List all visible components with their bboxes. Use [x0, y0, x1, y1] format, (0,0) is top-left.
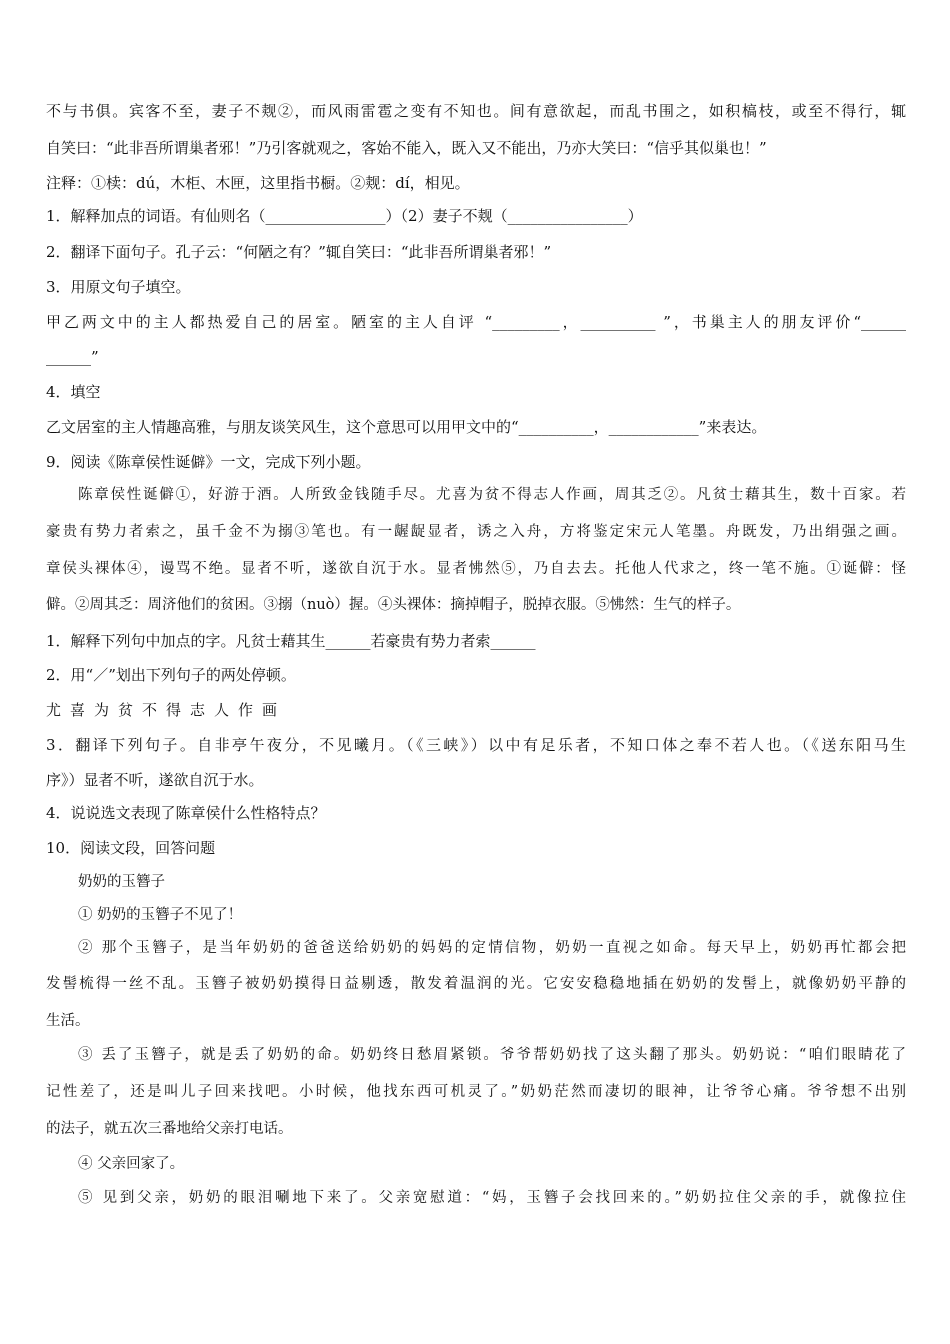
paragraph-3: ③ 丢了玉簪子，就是丢了奶奶的命。奶奶终日愁眉紧锁。爷爷帮奶奶找了这头翻了那头。奶奶说：“咱们眼睛花了 [78, 1047, 906, 1063]
paragraph-3: 记性差了，还是叫儿子回来找吧。小时候，他找东西可机灵了。”奶奶茫然而凄切的眼神，让爷爷心痛。爷爷想不出别 [46, 1084, 906, 1100]
question-line: 4．填空 [46, 383, 101, 401]
question-line: 2．翻译下面句子。孔子云：“何陋之有？”辄自笑曰：“此非吾所谓巢者邪！” [46, 243, 552, 261]
sentence-to-mark: 尤喜为贫不得志人作画 [46, 701, 287, 719]
question-line: 3．用原文句子填空。 [46, 278, 191, 296]
passage-title: 奶奶的玉簪子 [78, 874, 165, 890]
text-line: 甲乙两文中的主人都热爱自己的居室。陋室的主人自评 “_________，__________ ”，书巢主人的朋友评价“______ [46, 313, 906, 331]
paragraph-3: 的法子，就五次三番地给父亲打电话。 [46, 1121, 293, 1137]
paragraph-2: 发髻梳得一丝不乱。玉簪子被奶奶摸得日益剔透，散发着温润的光。它安安稳稳地插在奶奶的发髻上，就像奶奶平静的 [46, 976, 906, 992]
text-line: ______” [46, 348, 99, 366]
annotation-line: 注释：①椟：dú，木柜、木匣，这里指书橱。②觌：dí，相见。 [46, 174, 470, 192]
paragraph-5: ⑤ 见到父亲，奶奶的眼泪唰地下来了。父亲宽慰道：“妈，玉簪子会找回来的。”奶奶拉住父亲的手，就像拉住 [78, 1190, 906, 1206]
question-line: 2．用“／”划出下列句子的两处停顿。 [46, 666, 296, 684]
paragraph-2: ② 那个玉簪子，是当年奶奶的爸爸送给奶奶的妈妈的定情信物，奶奶一直视之如命。每天早上，奶奶再忙都会把 [78, 940, 906, 956]
passage-line: 陈章侯性诞僻①，好游于酒。人所致金钱随手尽。尤喜为贫不得志人作画，周其乏②。凡贫士藉其生，数十百家。若 [78, 487, 906, 503]
paragraph-1: ① 奶奶的玉簪子不见了！ [78, 907, 243, 923]
text-line: 乙文居室的主人情趣高雅，与朋友谈笑风生，这个意思可以用甲文中的“__________，____________”来表达。 [46, 418, 767, 436]
passage-line: 豪贵有势力者索之，虽千金不为搦③笔也。有一龌龊显者，诱之入舟，方将鉴定宋元人笔墨。舟既发，乃出绢强之画。 [46, 524, 906, 540]
section-heading: 10．阅读文段，回答问题 [46, 839, 216, 857]
question-line: 4．说说选文表现了陈章侯什么性格特点？ [46, 804, 326, 822]
question-line: 3．翻译下列句子。自非亭午夜分，不见曦月。（《三峡》）以中有足乐者，不知口体之奉不若人也。（《送东阳马生 [46, 736, 906, 754]
passage-line: 章侯头裸体④，谩骂不绝。显者不听，遂欲自沉于水。显者怫然⑤，乃自去去。托他人代求之，终一笔不施。①诞僻：怪 [46, 561, 906, 577]
text-line: 自笑曰：“此非吾所谓巢者邪！”乃引客就观之，客始不能入，既入又不能出，乃亦大笑曰：“信乎其似巢也！” [46, 139, 767, 157]
paragraph-4: ④ 父亲回家了。 [78, 1156, 185, 1172]
paragraph-2: 生活。 [46, 1013, 90, 1029]
text-line: 不与书俱。宾客不至，妻子不觌②，而风雨雷雹之变有不知也。间有意欲起，而乱书围之，如积槁枝，或至不得行，辄 [46, 102, 906, 120]
passage-line: 僻。②周其乏：周济他们的贫困。③搦（nuò）握。④头裸体：摘掉帽子，脱掉衣服。⑤怫然：生气的样子。 [46, 597, 741, 613]
section-heading: 9．阅读《陈章侯性诞僻》一文，完成下列小题。 [46, 453, 371, 471]
question-line: 序》）显者不听，遂欲自沉于水。 [46, 771, 264, 789]
question-line: 1．解释下列句中加点的字。凡贫士藉其生______若豪贵有势力者索______ [46, 632, 536, 650]
question-line: 1．解释加点的词语。有仙则名（________________）（2）妻子不觌（________________） [46, 207, 643, 225]
